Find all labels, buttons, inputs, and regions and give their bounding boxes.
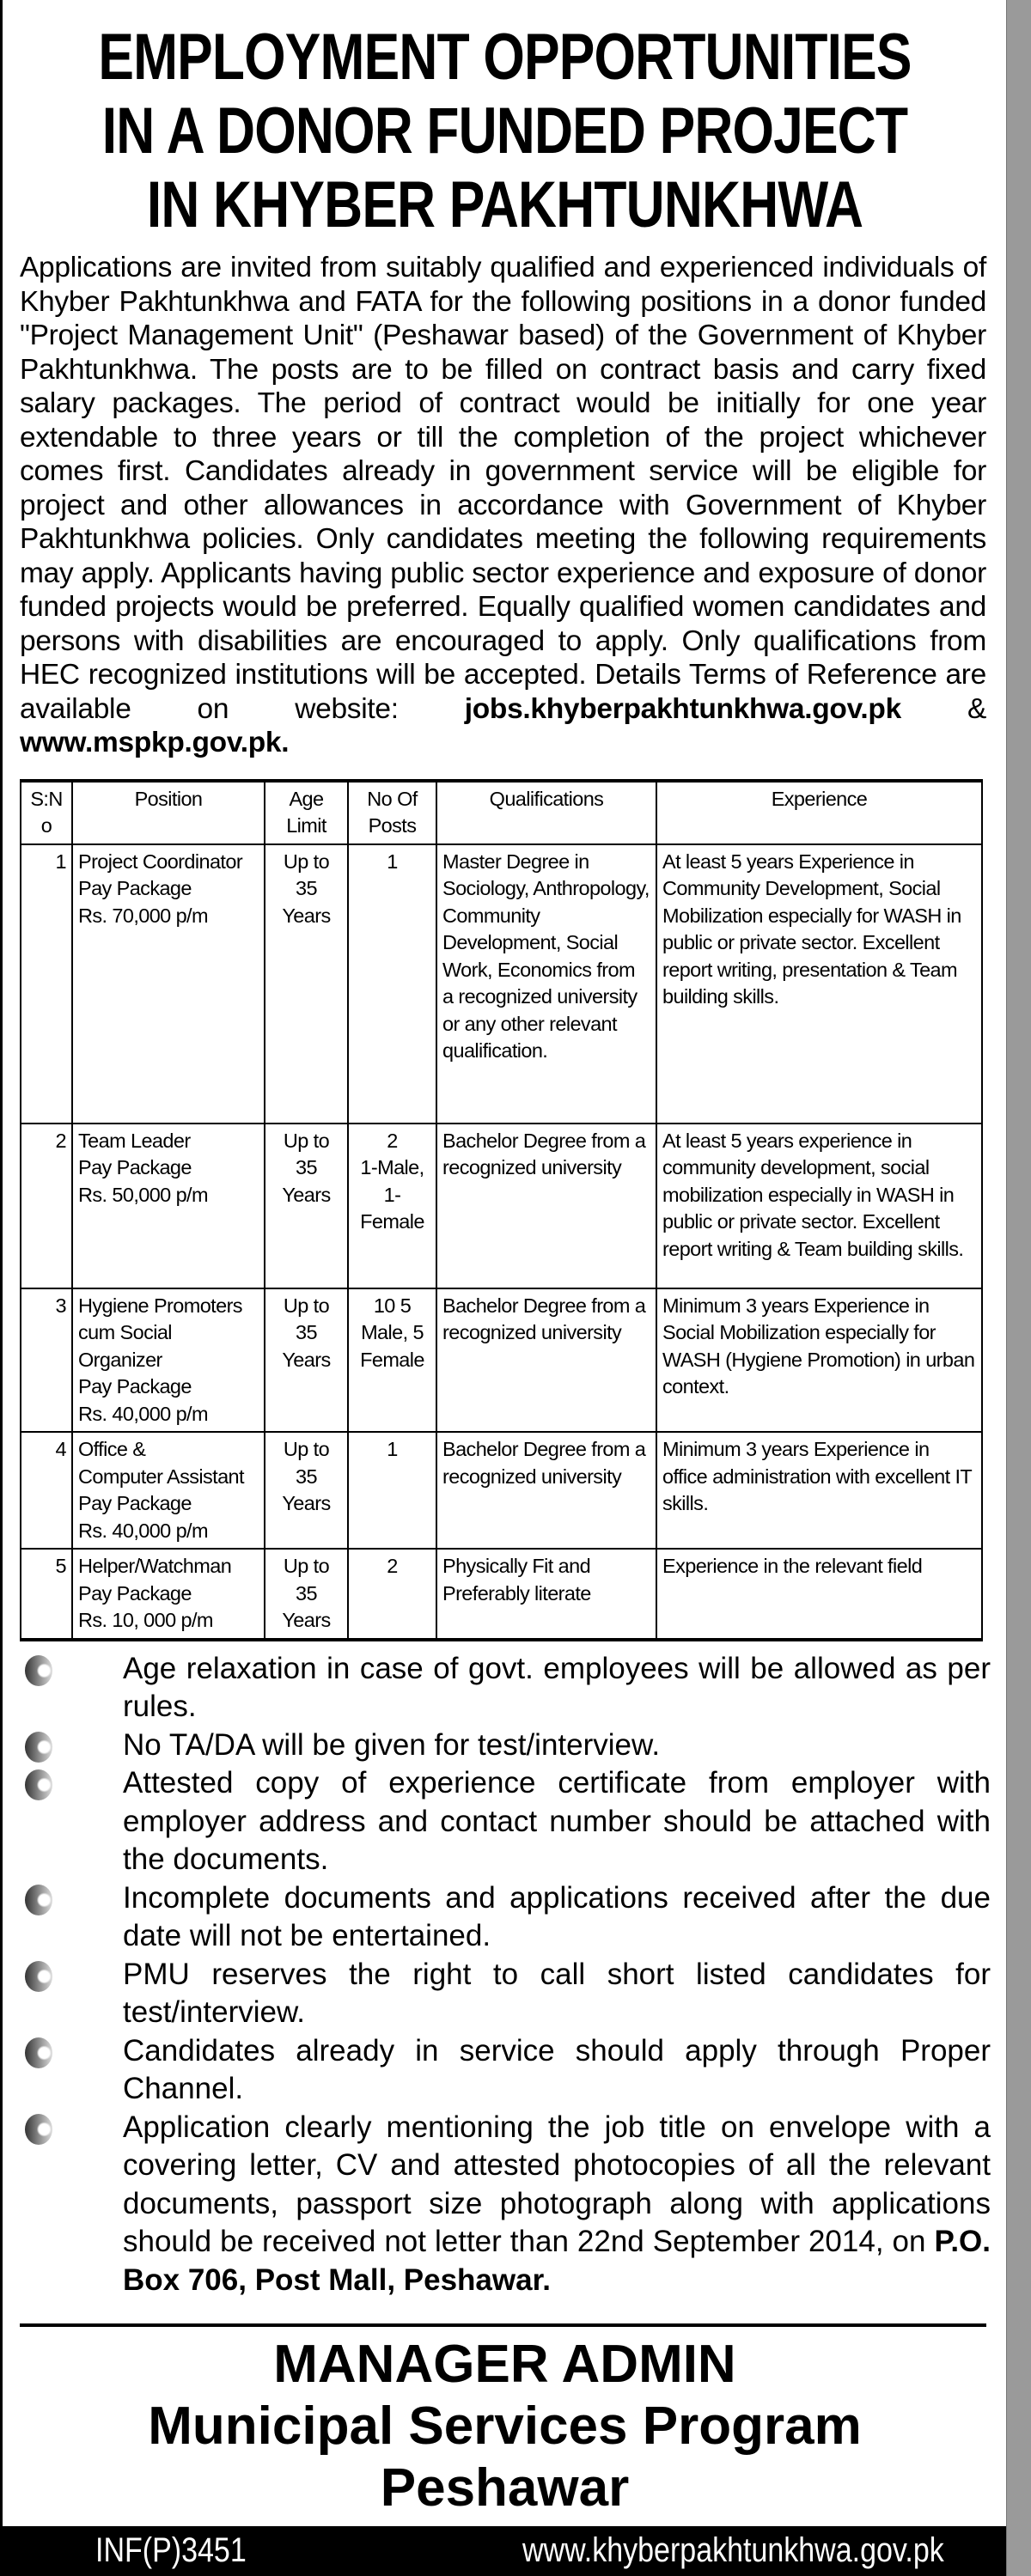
cell-age-limit: [265, 844, 348, 1124]
condition-item: [3, 2109, 991, 2300]
footer-bar: [3, 2526, 1007, 2576]
cell-no-of-posts-line: 1-Male, 1-: [360, 1156, 424, 1206]
cell-qualification: Master Degree in Sociology, Anthropology, Community Development, Social Work, Economics from a recognized university or any other relevant qualification.: [436, 844, 656, 1124]
cell-age-limit: [265, 1432, 348, 1549]
cell-no-of-posts-line: Male, 5: [361, 1321, 424, 1343]
cell-position-line: Pay Package: [78, 877, 192, 899]
condition-text: Application clearly mentioning the job title on envelope with a covering letter, CV and attested photocopies of all the relevant documents, passport size photograph along with applications should be received not letter than 22nd September 2014, on: [123, 2110, 991, 2258]
cell-age-limit-line: Up to: [283, 1129, 330, 1152]
cell-position-line: Pay Package: [78, 1375, 192, 1398]
condition-text: No TA/DA will be given for test/interview.: [123, 1727, 661, 1762]
table-row: [21, 1288, 982, 1433]
cell-position: [72, 1124, 265, 1288]
cell-experience: At least 5 years experience in community development, social mobilization especially in WASH in public or private sector. Excellent report writing & Team building skills.: [656, 1124, 982, 1288]
cell-age-limit-line: Years: [282, 1609, 331, 1631]
cell-age-limit-line: 35: [296, 1321, 317, 1343]
cell-sno: 3: [21, 1288, 72, 1433]
bullet-icon: [25, 1732, 52, 1763]
header-age-limit: Age Limit: [265, 781, 348, 844]
positions-table: [20, 779, 983, 1641]
postal-address: P.O. Box 706, Post Mall, Peshawar.: [123, 2225, 991, 2297]
cell-position-line: Pay Package: [78, 1492, 192, 1514]
cell-age-limit-line: Years: [282, 1183, 331, 1206]
header-position: Position: [72, 781, 265, 844]
cell-age-limit-line: Up to: [283, 1438, 330, 1460]
divider: [20, 2323, 986, 2327]
cell-no-of-posts-line: 2: [387, 1129, 398, 1152]
conditions-list: [3, 1650, 991, 2300]
cell-age-limit-line: 35: [296, 877, 317, 899]
condition-item: [3, 1879, 991, 1956]
cell-position-line: Pay Package: [78, 1156, 192, 1178]
signature-title: MANAGER ADMIN: [273, 2335, 736, 2394]
cell-position-line: Rs. 50,000 p/m: [78, 1183, 208, 1206]
cell-qualification: Physically Fit and Preferably literate: [436, 1549, 656, 1640]
cell-no-of-posts-line: Female: [360, 1348, 424, 1371]
cell-sno: 2: [21, 1124, 72, 1288]
cell-experience: At least 5 years Experience in Community Development, Social Mobilization especially for WASH in public or private sector. Excellent report writing, presentation & Team building skills.: [656, 844, 982, 1124]
ampersand: &: [967, 692, 986, 725]
header-no-of-posts: No Of Posts: [348, 781, 436, 844]
title-line: EMPLOYMENT OPPORTUNITIES: [98, 21, 912, 94]
cell-sno: 5: [21, 1549, 72, 1640]
cell-sno: 4: [21, 1432, 72, 1549]
cell-position: [72, 844, 265, 1124]
cell-age-limit-line: Years: [282, 1492, 331, 1514]
signature-city: Peshawar: [380, 2458, 630, 2518]
cell-age-limit-line: Years: [282, 1348, 331, 1371]
cell-age-limit: [265, 1124, 348, 1288]
cell-qualification: Bachelor Degree from a recognized university: [436, 1432, 656, 1549]
cell-no-of-posts-line: 1: [387, 1438, 398, 1460]
cell-position: [72, 1549, 265, 1640]
header-experience: Experience: [656, 781, 982, 844]
signature-block: [3, 2334, 1007, 2519]
cell-position-line: Computer Assistant: [78, 1465, 244, 1488]
cell-no-of-posts: [348, 1549, 436, 1640]
title-line: IN A DONOR FUNDED PROJECT: [101, 94, 908, 167]
cell-no-of-posts-line: Female: [360, 1210, 424, 1233]
cell-no-of-posts: [348, 844, 436, 1124]
cell-age-limit-line: 35: [296, 1581, 317, 1605]
condition-text: Age relaxation in case of govt. employees will be allowed as per rules.: [123, 1651, 991, 1723]
cell-no-of-posts: [348, 1124, 436, 1288]
bullet-icon: [25, 1769, 52, 1800]
cell-age-limit-line: Up to: [283, 850, 330, 873]
cell-no-of-posts: [348, 1432, 436, 1549]
title-line: IN KHYBER PAKHTUNKHWA: [146, 168, 863, 241]
cell-no-of-posts-line: 10 5: [373, 1294, 412, 1317]
bullet-icon: [25, 1885, 52, 1915]
cell-age-limit-line: 35: [296, 1465, 317, 1488]
cell-experience: Experience in the relevant field: [656, 1549, 982, 1640]
mspkp-website-link[interactable]: www.mspkp.gov.pk.: [20, 727, 290, 758]
jobs-website-link[interactable]: jobs.khyberpakhtunkhwa.gov.pk: [464, 692, 901, 725]
signature-organization: Municipal Services Program: [148, 2396, 862, 2456]
cell-age-limit: [265, 1288, 348, 1433]
intro-text: Applications are invited from suitably qualified and experienced individuals of Khyber Pakhtunkhwa and FATA for the following positions in a donor funded "Project Management Unit" (Peshawar based) of the Government of Khyber Pakhtunkhwa. The posts are to be filled on contract basis and carry fixed salary packages. The period of contract would be initially for one year extendable to three years or till the completion of the project whichever comes first. Candidates already in government service will be eligible for project and other allowances in accordance with Government of Khyber Pakhtunkhwa policies. Only candidates meeting the following requirements may apply. Applicants having public sector experience and exposure of donor funded projects would be preferred. Equally qualified women candidates and persons with disabilities are encouraged to apply. Only qualifications from HEC recognized institutions will be accepted. Details Terms of Reference are available on website:: [20, 252, 986, 725]
cell-age-limit: [265, 1549, 348, 1640]
condition-item: [3, 1764, 991, 1879]
bullet-icon: [25, 2037, 52, 2068]
cell-no-of-posts: [348, 1288, 436, 1433]
cell-qualification: Bachelor Degree from a recognized university: [436, 1124, 656, 1288]
table-row: [21, 844, 982, 1124]
cell-age-limit-line: Up to: [283, 1555, 330, 1577]
cell-age-limit-line: 35: [296, 1156, 317, 1178]
table-row: [21, 1124, 982, 1288]
condition-item: [3, 1726, 991, 1765]
intro-paragraph: [20, 251, 986, 760]
cell-position-line: Rs. 10, 000 p/m: [78, 1609, 213, 1631]
cell-sno: 1: [21, 844, 72, 1124]
footer-website[interactable]: www.khyberpakhtunkhwa.gov.pk: [522, 2531, 944, 2569]
cell-position-line: Hygiene Promoters: [78, 1294, 242, 1317]
cell-position-line: Rs. 40,000 p/m: [78, 1519, 208, 1542]
cell-position-line: Pay Package: [78, 1581, 192, 1605]
condition-item: [3, 1650, 991, 1726]
condition-text: Candidates already in service should apply through Proper Channel.: [123, 2033, 991, 2105]
cell-position-line: Rs. 70,000 p/m: [78, 904, 208, 927]
condition-item: [3, 1956, 991, 2032]
bullet-icon: [25, 1655, 52, 1686]
ad-title: [3, 21, 1007, 242]
table-header-row: [21, 781, 982, 844]
condition-item: [3, 2032, 991, 2109]
condition-text: Incomplete documents and applications received after the due date will not be entertained.: [123, 1880, 991, 1952]
table-row: [21, 1549, 982, 1640]
header-sno: S:No: [21, 781, 72, 844]
condition-text: PMU reserves the right to call short listed candidates for test/interview.: [123, 1957, 991, 2029]
cell-position: [72, 1288, 265, 1433]
condition-text: Attested copy of experience certificate from employer with employer address and contact number should be attached with the documents.: [123, 1766, 991, 1876]
header-qualifications: Qualifications: [436, 781, 656, 844]
cell-age-limit-line: Years: [282, 904, 331, 927]
bullet-icon: [25, 1961, 52, 1992]
cell-age-limit-line: Up to: [283, 1294, 330, 1317]
scrollbar[interactable]: [1006, 0, 1031, 2576]
cell-qualification: Bachelor Degree from a recognized university: [436, 1288, 656, 1433]
cell-experience: Minimum 3 years Experience in office administration with excellent IT skills.: [656, 1432, 982, 1549]
cell-position: [72, 1432, 265, 1549]
cell-position-line: Helper/Watchman: [78, 1555, 232, 1577]
cell-position-line: cum Social Organizer: [78, 1321, 172, 1371]
cell-no-of-posts-line: 2: [387, 1555, 398, 1577]
cell-position-line: Rs. 40,000 p/m: [78, 1402, 208, 1425]
cell-position-line: Office &: [78, 1438, 146, 1460]
cell-no-of-posts-line: 1: [387, 850, 398, 873]
cell-position-line: Team Leader: [78, 1129, 191, 1152]
bullet-icon: [25, 2114, 52, 2145]
reference-number: INF(P)3451: [95, 2531, 247, 2569]
table-row: [21, 1432, 982, 1549]
cell-experience: Minimum 3 years Experience in Social Mobilization especially for WASH (Hygiene Promotion) in urban context.: [656, 1288, 982, 1433]
cell-position-line: Project Coordinator: [78, 850, 243, 873]
